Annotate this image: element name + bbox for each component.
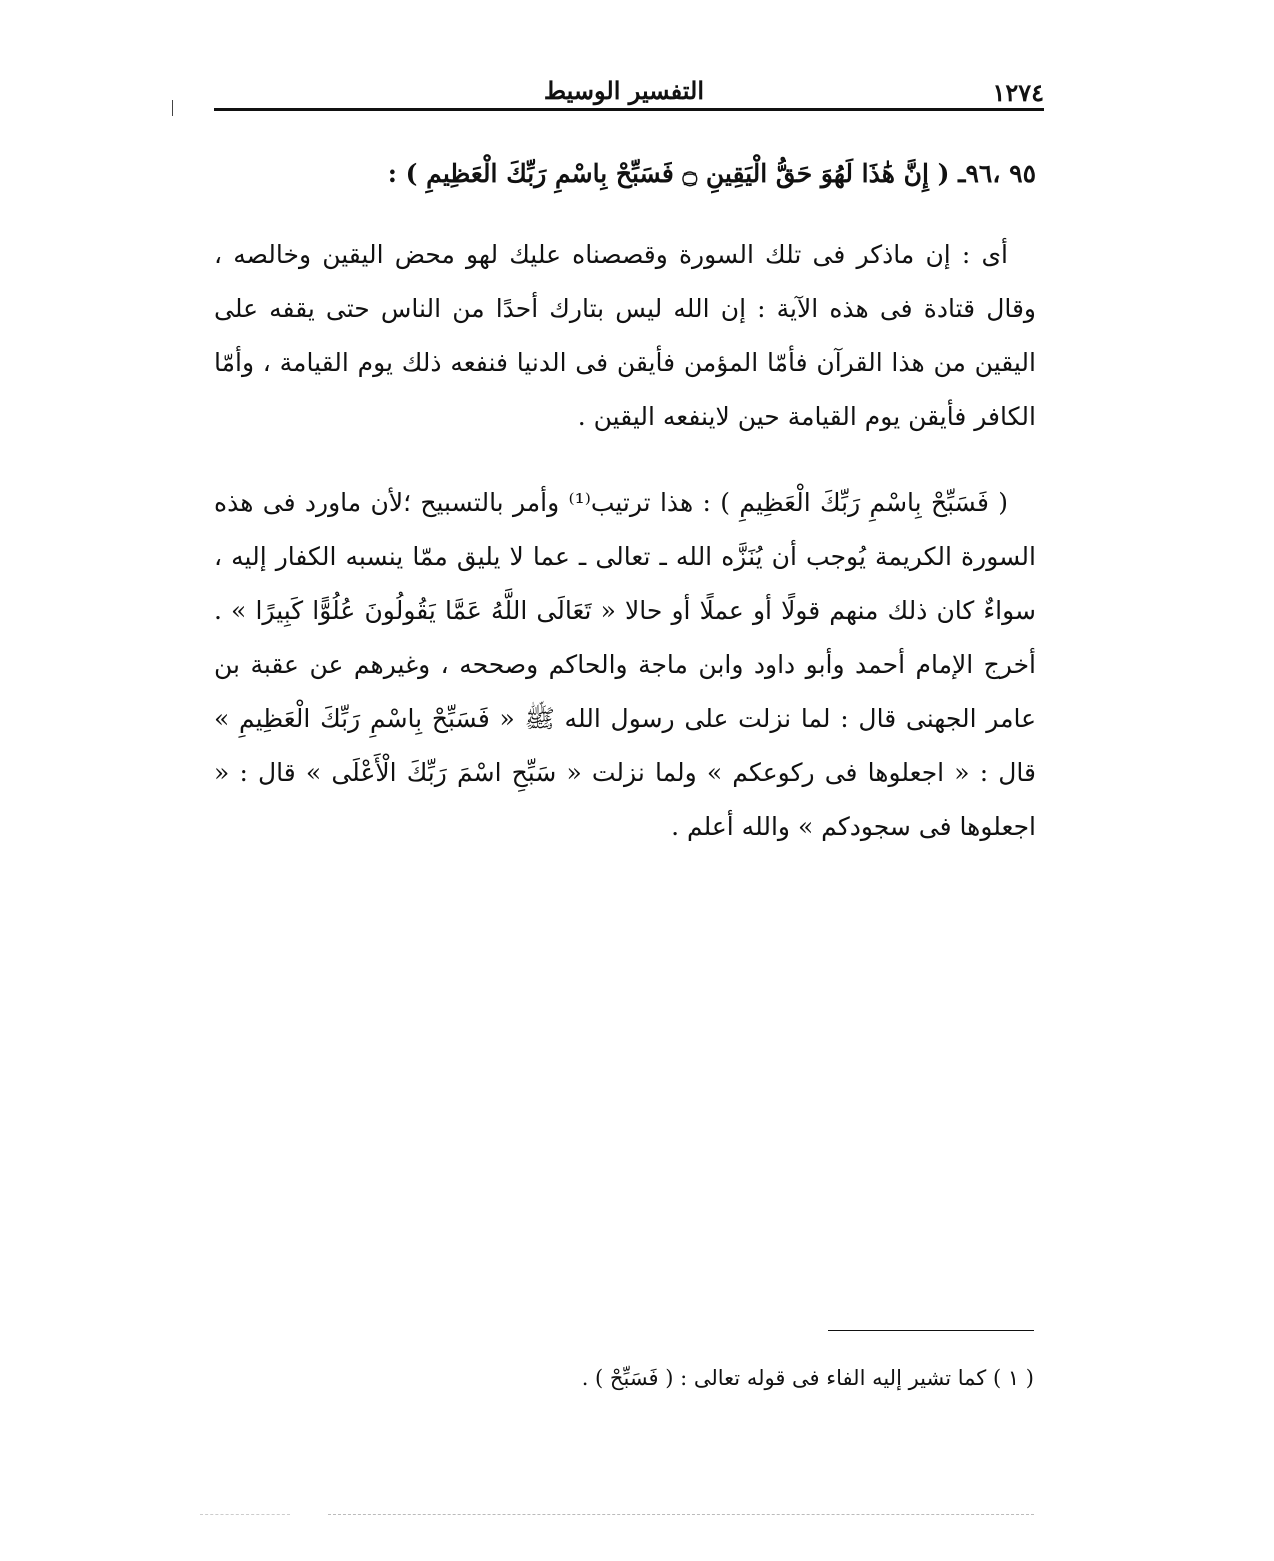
running-title: التفسير الوسيط: [543, 76, 704, 105]
header-rule: [214, 108, 1044, 111]
paragraph-2: ( فَسَبِّحْ بِاسْمِ رَبِّكَ الْعَظِيمِ ) : هذا ترتيب⁽¹⁾ وأمر بالتسبيح ؛لأن ماورد فى هذه السورة الكريمة يُوجب أن يُنَزَّه الله ـ تعالى ـ عما لا يليق ممّا ينسبه الكفار إليه ، سواءٌ كان ذلك منهم قولًا أو عملًا أو حالا « تَعَالَى اللَّهُ عَمَّا يَقُولُونَ عُلُوًّا كَبِيرًا » . أخرج الإمام أحمد وأبو داود وابن ماجة والحاكم وصححه ، وغيرهم عن عقبة بن عامر الجهنى قال : لما نزلت على رسول الله ﷺ « فَسَبِّحْ بِاسْمِ رَبِّكَ الْعَظِيمِ » قال : « اجعلوها فى ركوعكم » ولما نزلت « سَبِّحِ اسْمَ رَبِّكَ الْأَعْلَى » قال : « اجعلوها فى سجودكم » والله أعلم .: [214, 488, 1036, 841]
paragraph-1: أى : إن ماذكر فى تلك السورة وقصصناه عليك لهو محض اليقين وخالصه ، وقال قتادة فى هذه الآية : إن الله ليس بتارك أحدًا من الناس حتى يقفه على اليقين من هذا القرآن فأمّا المؤمن فأيقن فى الدنيا فنفعه ذلك يوم القيامة ، وأمّا الكافر فأيقن يوم القيامة حين لاينفعه اليقين .: [214, 240, 1036, 431]
bottom-rule-left: [200, 1514, 290, 1515]
footnote: ( ١ ) كما تشير إليه الفاء فى قوله تعالى : ( فَسَبِّحْ ) .: [581, 1366, 1034, 1390]
footnote-rule: [828, 1330, 1034, 1331]
margin-mark: [172, 100, 173, 116]
page-header: [214, 74, 1044, 108]
bottom-rule: [328, 1514, 1034, 1515]
main-text: [214, 152, 1036, 886]
verse-heading: ٩٥ ،٩٦ـ ( إِنَّ هَٰذَا لَهُوَ حَقُّ الْيَقِينِ ۝ فَسَبِّحْ بِاسْمِ رَبِّكَ الْعَظِيمِ ) :: [387, 159, 1036, 188]
page-number: ١٢٧٤: [992, 78, 1044, 107]
